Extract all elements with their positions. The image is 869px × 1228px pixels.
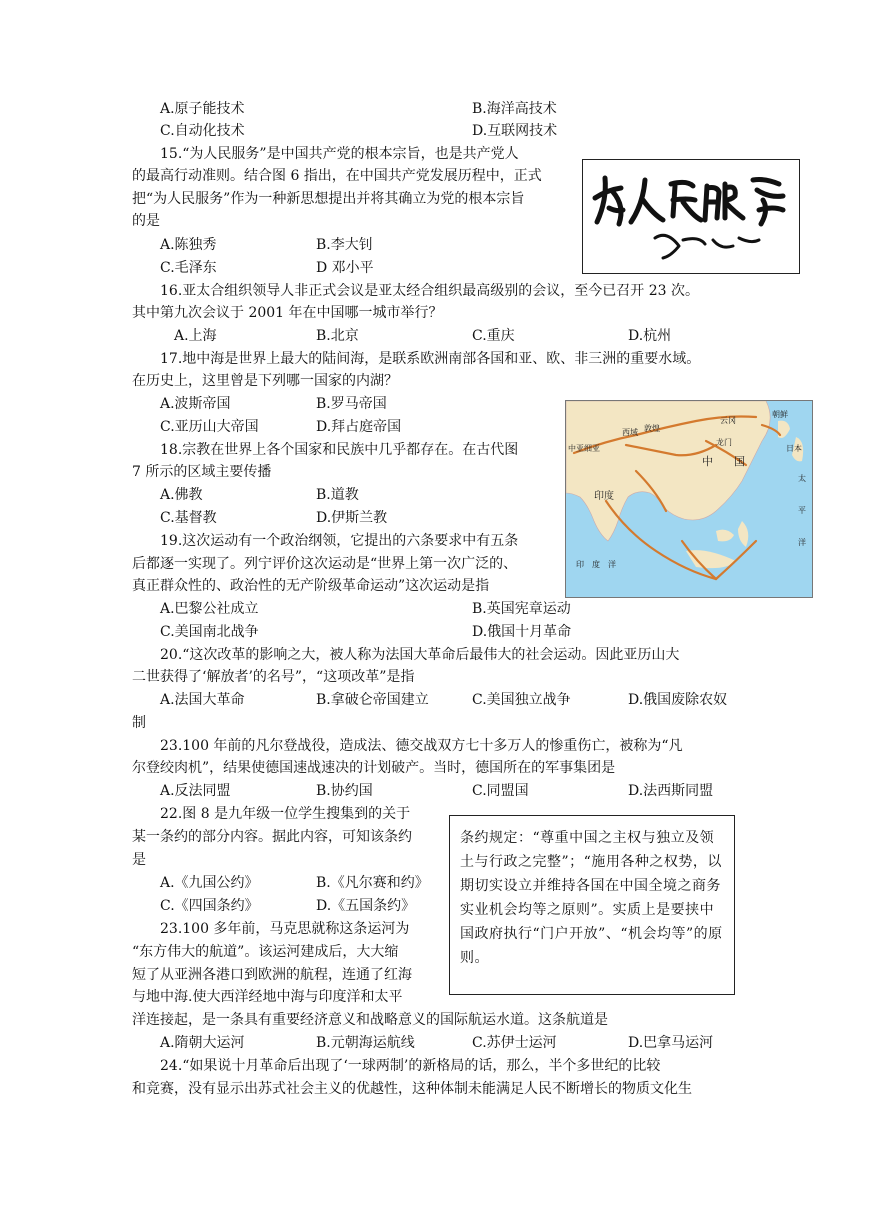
text-line: A.上海: [174, 328, 217, 344]
text-line: 23.100 年前的凡尔登战役，造成法、德交战双方七十多万人的惨重伤亡，被称为“凡: [160, 738, 683, 754]
calligraphy-image: [583, 160, 799, 273]
text-line: C.自动化技术: [160, 123, 245, 139]
map-label: 敦煌: [644, 424, 660, 433]
text-line: 19.这次运动有一个政治纲领，它提出的六条要求中有五条: [160, 533, 519, 549]
map-label: 朝鲜: [772, 410, 788, 419]
text-line: D.巴拿马运河: [628, 1035, 714, 1051]
text-line: 在历史上，这里曾是下列哪一国家的内湖？: [132, 373, 398, 389]
text-line: C.基督教: [160, 510, 217, 526]
buddhism-spread-map: [565, 400, 813, 598]
text-line: 是: [132, 852, 146, 868]
map-image: [566, 401, 812, 597]
map-label: 太: [798, 474, 806, 483]
text-line: B.罗马帝国: [316, 396, 387, 412]
text-line: C.美国独立战争: [472, 692, 571, 708]
text-line: 17.地中海是世界上最大的陆间海，是联系欧洲南部各国和亚、欧、非三洲的重要水域。: [160, 351, 701, 367]
text-line: D.拜占庭帝国: [316, 419, 402, 435]
map-label: 平: [798, 506, 806, 515]
text-line: A.法国大革命: [160, 692, 245, 708]
map-label: 印: [576, 560, 584, 569]
text-line: D.《五国条约》: [316, 898, 416, 914]
text-line: 23.100 多年前，马克思就称这条运河为: [160, 921, 410, 937]
text-line: 洋连接起，是一条具有重要经济意义和战略意义的国际航运水道。这条航道是: [132, 1012, 608, 1028]
text-line: B.拿破仑帝国建立: [316, 692, 429, 708]
text-line: A.反法同盟: [160, 783, 231, 799]
text-line: D.互联网技术: [472, 123, 558, 139]
text-line: D.杭州: [628, 328, 672, 344]
text-line: 尔登绞肉机”，结果使德国速战速决的计划破产。当时，德国所在的军事集团是: [132, 760, 616, 776]
treaty-text: 条约规定：“尊重中国之主权与独立及领土与行政之完整”；“施用各种之权势，以期切实设立并维持各国在中国全境之商务实业机会均等之原则”。实质上是要挟中国政府执行“门户开放”、“机会均等”的原则。: [460, 830, 723, 966]
text-line: A.巴黎公社成立: [160, 601, 259, 617]
text-line: A.隋朝大运河: [160, 1035, 245, 1051]
text-line: 真正群众性的、政治性的无产阶级革命运动”这次运动是指: [132, 578, 490, 594]
text-line: 15.“为人民服务”是中国共产党的根本宗旨，也是共产党人: [160, 146, 519, 162]
map-label: 西域: [622, 428, 638, 437]
text-line: 22.图 8 是九年级一位学生搜集到的关于: [160, 806, 411, 822]
text-line: B.英国宪章运动: [472, 601, 571, 617]
text-line: 短了从亚洲各港口到欧洲的航程，连通了红海: [132, 967, 412, 983]
text-line: B.道教: [316, 487, 359, 503]
text-line: 的最高行动准则。结合图 6 指出，在中国共产党发展历程中，正式: [132, 168, 542, 184]
map-label: 云冈: [720, 416, 736, 425]
text-line: B.李大钊: [316, 237, 373, 253]
text-line: D.法西斯同盟: [628, 783, 714, 799]
text-line: A.佛教: [160, 487, 203, 503]
text-line: 和竞赛，没有显示出苏式社会主义的优越性，这种体制未能满足人民不断增长的物质文化生: [132, 1081, 692, 1097]
text-line: 与地中海.使大西洋经地中海与印度洋和太平: [132, 989, 403, 1005]
text-line: 7 所示的区域主要传播: [132, 464, 272, 480]
map-label: 国: [734, 455, 745, 468]
text-line: B.协约国: [316, 783, 373, 799]
text-line: C.重庆: [472, 328, 515, 344]
text-line: A.原子能技术: [160, 101, 245, 117]
calligraphy-figure: [582, 159, 800, 274]
text-line: 后都逐一实现了。列宁评价这次运动是“世界上第一次广泛的、: [132, 556, 518, 572]
text-line: 24.“如果说十月革命后出现了‘一球两制’的新格局的话，那么，半个多世纪的比较: [160, 1058, 661, 1074]
text-line: 的是: [132, 213, 160, 229]
text-line: 某一条约的部分内容。据此内容，可知该条约: [132, 829, 412, 845]
text-line: C.亚历山大帝国: [160, 419, 259, 435]
text-line: B.海洋高技术: [472, 101, 557, 117]
text-line: D.俄国废除农奴: [628, 692, 728, 708]
map-label: 中亚细亚: [568, 444, 600, 453]
text-line: A.《九国公约》: [160, 875, 259, 891]
map-label: 洋: [798, 538, 806, 547]
map-label: 龙门: [716, 438, 732, 447]
text-line: C.美国南北战争: [160, 624, 259, 640]
text-line: 二世获得了‘解放者’的名号”，“这项改革”是指: [132, 669, 415, 685]
map-label: 中: [702, 455, 713, 468]
text-line: C.毛泽东: [160, 260, 217, 276]
text-line: C.同盟国: [472, 783, 529, 799]
text-line: 16.亚太合组织领导人非正式会议是亚太经合组织最高级别的会议，至今已召开 23 次。: [160, 283, 699, 299]
text-line: D 邓小平: [316, 260, 374, 276]
text-line: D.俄国十月革命: [472, 624, 572, 640]
text-line: 把“为人民服务”作为一种新思想提出并将其确立为党的根本宗旨: [132, 191, 525, 207]
treaty-text-box: [449, 815, 735, 995]
text-line: B.北京: [316, 328, 359, 344]
text-line: 18.宗教在世界上各个国家和民族中几乎都存在。在古代图: [160, 442, 519, 458]
text-line: D.伊斯兰教: [316, 510, 388, 526]
map-label: 度: [592, 560, 600, 569]
text-line: C.苏伊士运河: [472, 1035, 557, 1051]
text-line: C.《四国条约》: [160, 898, 259, 914]
map-label: 日本: [786, 444, 802, 453]
text-line: 20.“这次改革的影响之大，被人称为法国大革命后最伟大的社会运动。因此亚历山大: [160, 647, 680, 663]
text-line: B.元朝海运航线: [316, 1035, 415, 1051]
text-line: A.陈独秀: [160, 237, 217, 253]
text-line: 制: [132, 715, 146, 731]
text-line: B.《凡尔赛和约》: [316, 875, 429, 891]
text-line: A.波斯帝国: [160, 396, 231, 412]
map-label: 印度: [594, 491, 614, 502]
map-label: 洋: [608, 560, 616, 569]
text-line: “东方伟大的航道”。该运河建成后，大大缩: [132, 944, 399, 960]
text-line: 其中第九次会议于 2001 年在中国哪一城市举行？: [132, 305, 443, 321]
